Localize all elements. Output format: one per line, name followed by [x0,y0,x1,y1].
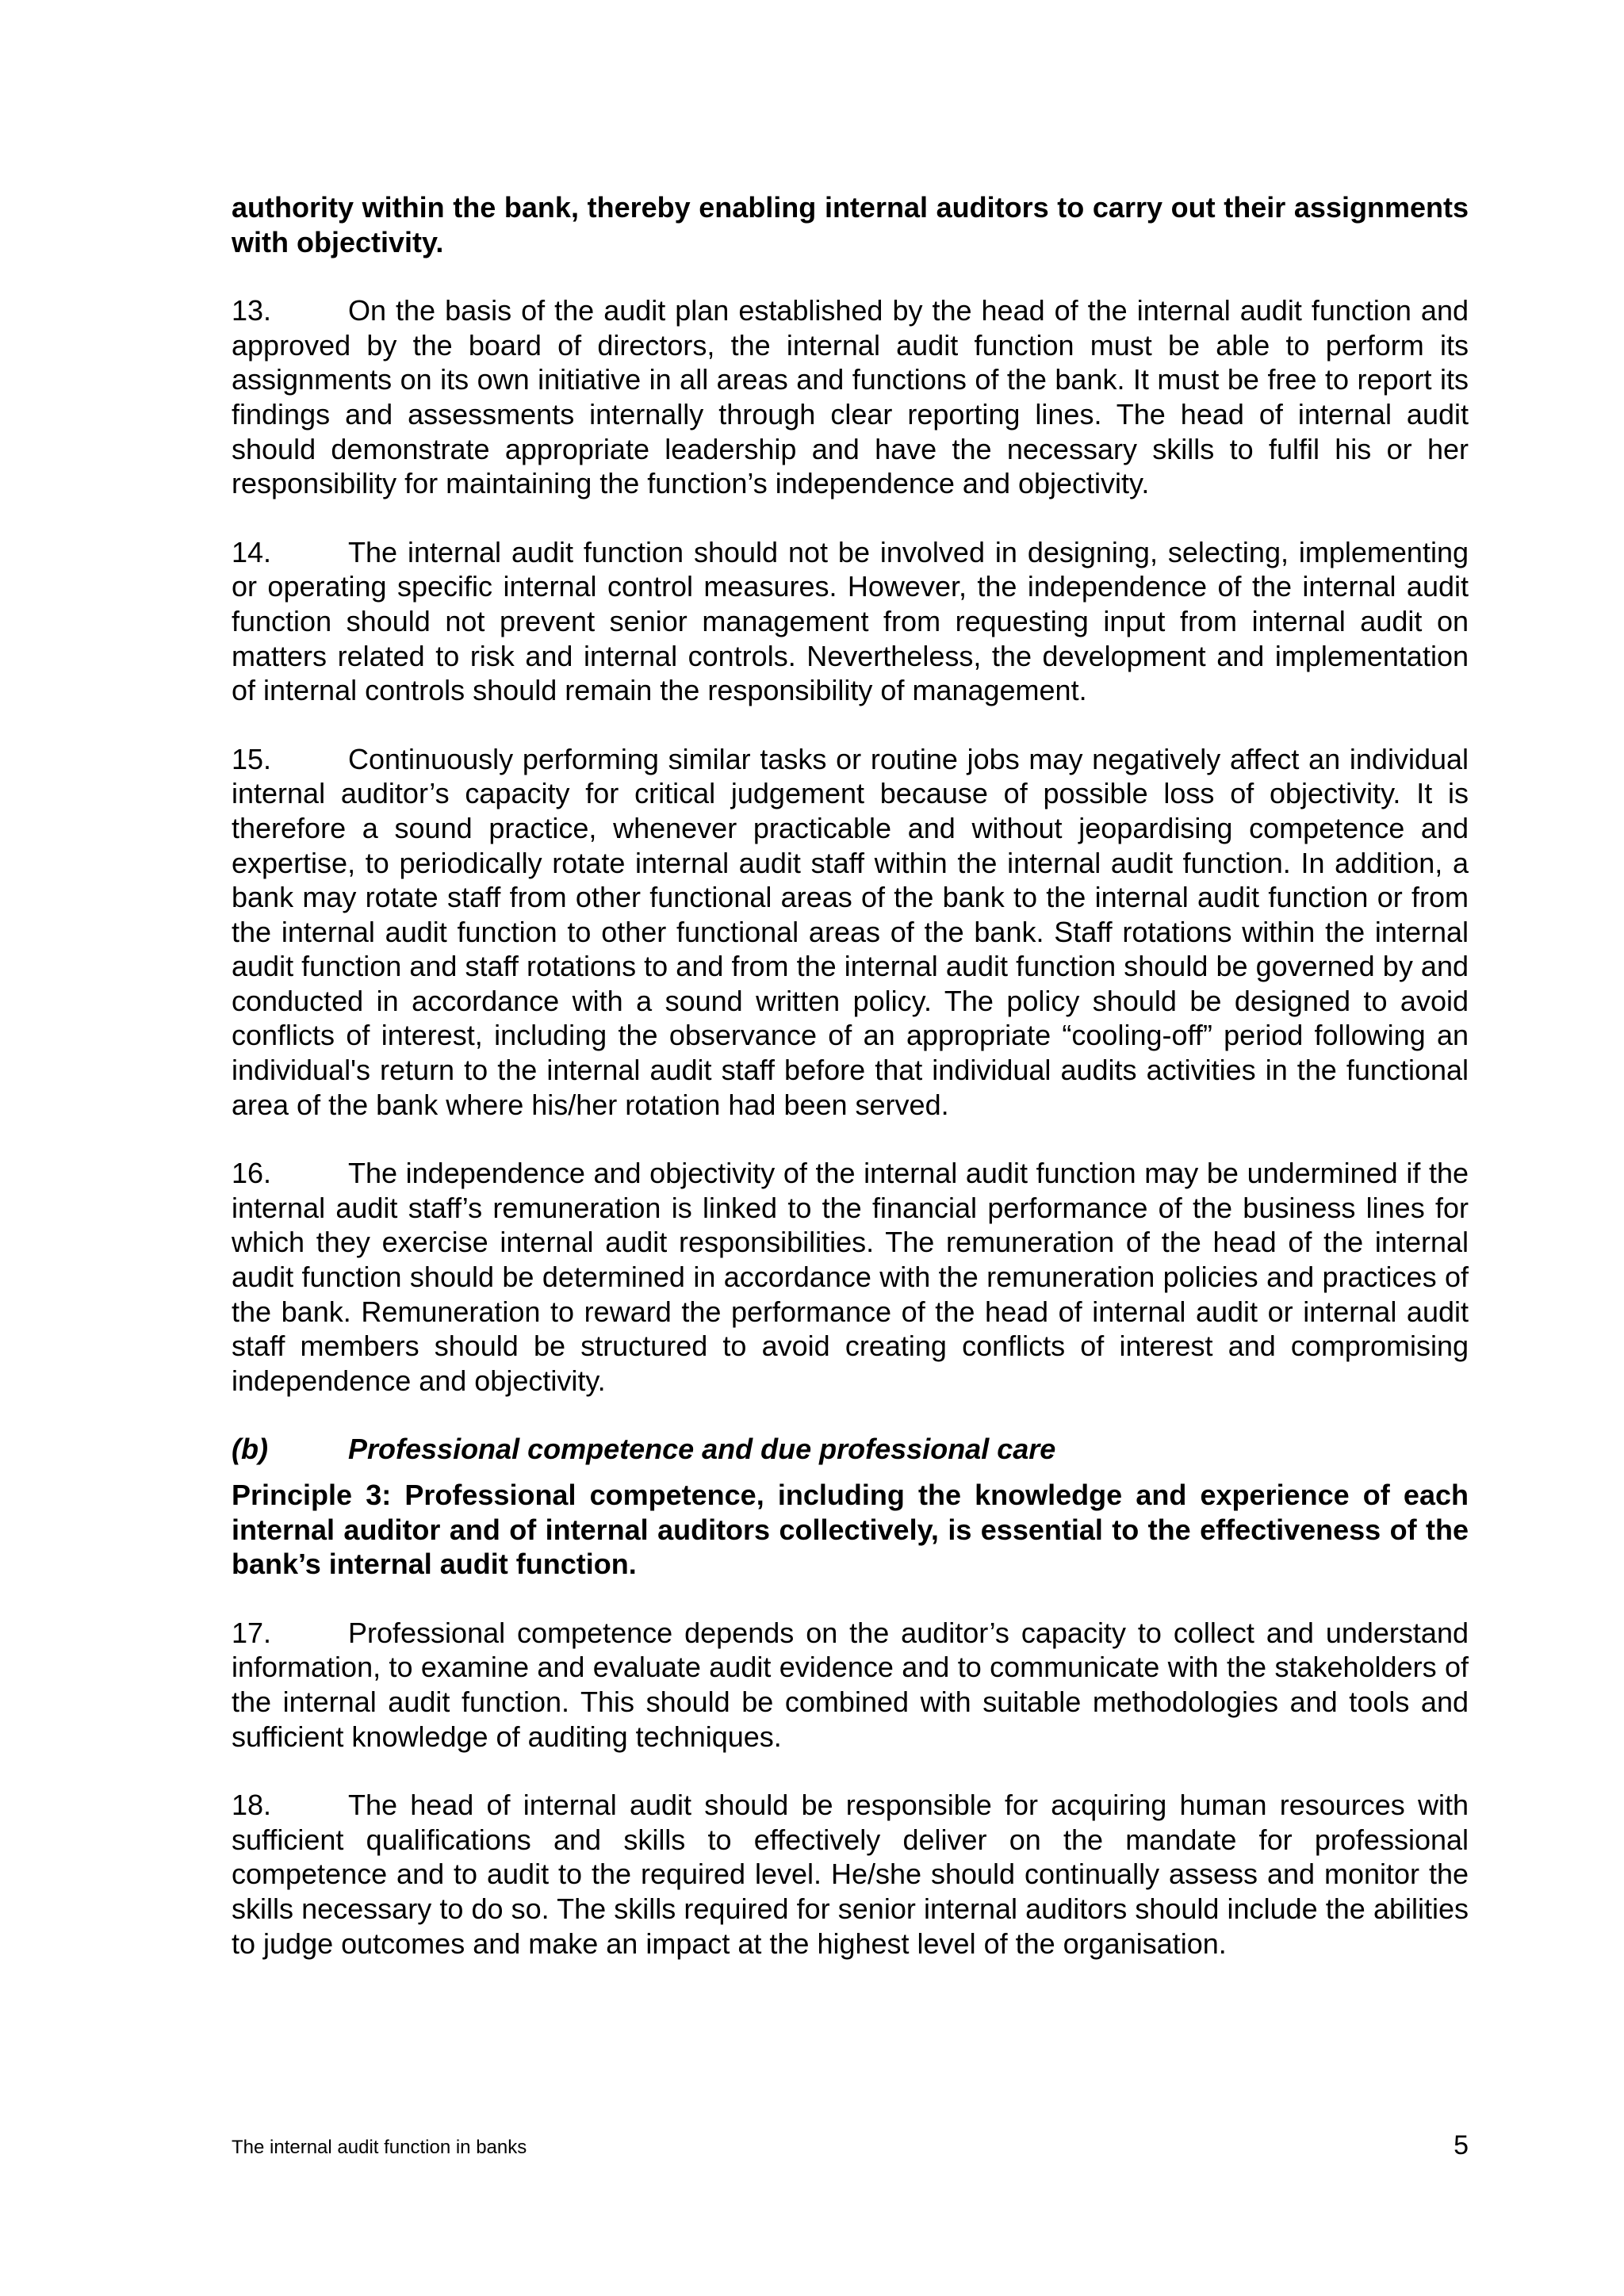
paragraph-text: On the basis of the audit plan established by the head of the internal audit function and approved by the board of directors, the internal audit function must be able to perform its assignments on its own initiative in all areas and functions of the bank. It must be free to report its findings and assessments internally through clear reporting lines. The head of internal audit should demonstrate appropriate leadership and have the necessary skills to fulfil his or her responsibility for maintaining the function’s independence and objectivity. [232,294,1469,500]
document-body [232,190,1469,1995]
paragraph-13 [232,293,1469,501]
intro-paragraph: authority within the bank, thereby enabling internal auditors to carry out their assignments with objectivity. [232,191,1469,258]
paragraph-number: 17. [232,1616,272,1649]
paragraph-14 [232,535,1469,708]
paragraph-number: 16. [232,1157,272,1190]
section-number: (b) [232,1433,268,1466]
footer-page-number: 5 [1454,2130,1469,2160]
paragraph-17 [232,1616,1469,1754]
section-heading [232,1432,1469,1467]
paragraph-18 [232,1788,1469,1961]
paragraph-number: 14. [232,535,272,568]
paragraph-number: 13. [232,294,272,327]
paragraph-text: Continuously performing similar tasks or routine jobs may negatively affect an individual internal auditor’s capacity for critical judgement because of possible loss of objectivity. It is therefore a sound practice, whenever practicable and without jeopardising competence and expertise, to periodically rotate internal audit staff within the internal audit function. In addition, a bank may rotate staff from other functional areas of the bank to the internal audit function or from the internal audit function to other functional areas of the bank. Staff rotations within the internal audit function and staff rotations to and from the internal audit function should be governed by and conducted in accordance with a sound written policy. The policy should be designed to avoid conflicts of interest, including the observance of an appropriate “cooling-off” period following an individual's return to the internal audit staff before that individual audits activities in the functional area of the bank where his/her rotation had been served. [232,742,1469,1121]
paragraph-number: 18. [232,1789,272,1822]
paragraph-16 [232,1156,1469,1398]
paragraph-number: 15. [232,742,272,775]
section-title: Professional competence and due professional care [348,1433,1056,1466]
paragraph-text: The head of internal audit should be responsible for acquiring human resources with sufficient qualifications and skills to effectively deliver on the mandate for professional competence and to audit to the required level. He/she should continually assess and monitor the skills necessary to do so. The skills required for senior internal auditors should include the abilities to judge outcomes and make an impact at the highest level of the organisation. [232,1789,1469,1960]
paragraph-text: The independence and objectivity of the internal audit function may be undermined if the internal audit staff’s remuneration is linked to the financial performance of the business lines for which they exercise internal audit responsibilities. The remuneration of the head of the internal audit function should be determined in accordance with the remuneration policies and practices of the bank. Remuneration to reward the performance of the head of internal audit or internal audit staff members should be structured to avoid creating conflicts of interest and compromising independence and objectivity. [232,1157,1469,1397]
paragraph-15 [232,742,1469,1123]
principle-statement: Principle 3: Professional competence, including the knowledge and experience of each internal auditor and of internal auditors collectively, is essential to the effectiveness of the bank’s internal audit function. [232,1479,1469,1581]
footer-document-title: The internal audit function in banks [232,2137,527,2158]
paragraph-text: The internal audit function should not be involved in designing, selecting, implementing or operating specific internal control measures. However, the independence of the internal audit function should not prevent senior management from requesting input from internal audit on matters related to risk and internal controls. Nevertheless, the development and implementation of internal controls should remain the responsibility of management. [232,535,1469,707]
paragraph-text: Professional competence depends on the auditor’s capacity to collect and understand information, to examine and evaluate audit evidence and to communicate with the stakeholders of the internal audit function. This should be combined with suitable methodologies and tools and sufficient knowledge of auditing techniques. [232,1616,1469,1753]
